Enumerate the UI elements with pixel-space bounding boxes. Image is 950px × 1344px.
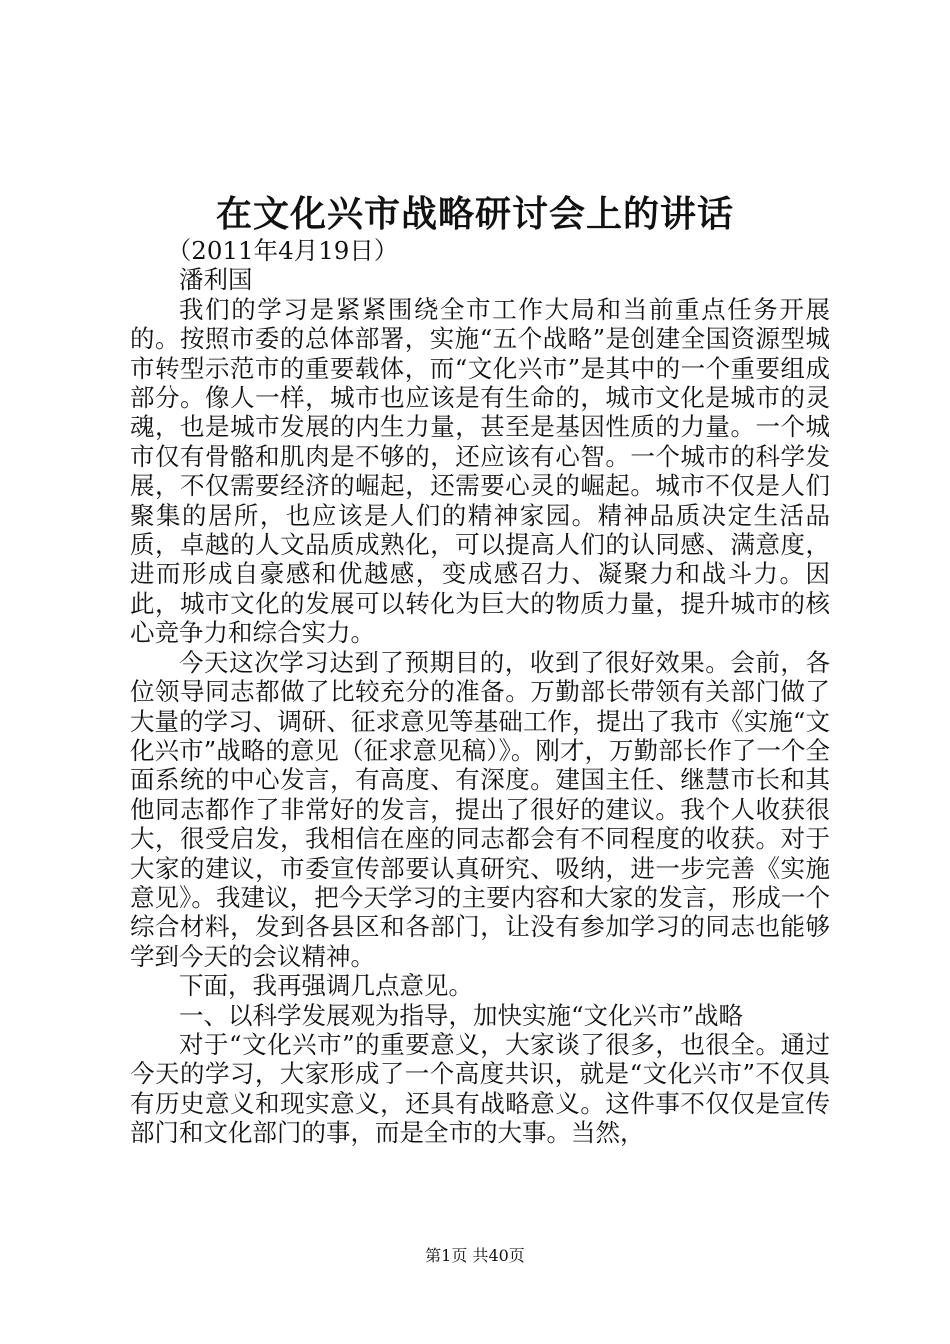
speech-author: 潘利国 [179, 265, 253, 295]
section-heading-1: 一、以科学发展观为指导，加快实施“文化兴市”战略 [179, 1000, 744, 1030]
paragraph-1: 我们的学习是紧紧围绕全市工作大局和当前重点任务开展的。按照市委的总体部署，实施“五个战略”是创建全国资源型城市转型示范市的重要载体，而“文化兴市”是其中的一个重要组成部分。像人一样，城市也应该是有生命的，城市文化是城市的灵魂，也是城市发展的内生力量，甚至是基因性质的力量。一个城市仅有骨骼和肌肉是不够的，还应该有心智。一个城市的科学发展，不仅需要经济的崛起，还需要心灵的崛起。城市不仅是人们聚集的居所，也应该是人们的精神家园。精神品质决定生活品质，卓越的人文品质成熟化，可以提高人们的认同感、满意度，进而形成自豪感和优越感，变成感召力、凝聚力和战斗力。因此，城市文化的发展可以转化为巨大的物质力量，提升城市的核心竞争力和综合实力。 [130, 294, 830, 648]
document-title: 在文化兴市战略研讨会上的讲话 [215, 193, 734, 235]
speech-date: （2011年4月19日） [166, 236, 399, 265]
paragraph-4: 对于“文化兴市”的重要意义，大家谈了很多，也很全。通过今天的学习，大家形成了一个高度共识，就是“文化兴市”不仅具有历史意义和现实意义，还具有战略意义。这件事不仅仅是宣传部门和文化部门的事，而是全市的大事。当然， [130, 1029, 830, 1148]
document-body [130, 236, 830, 1148]
page-footer: 第1页 共40页 [425, 1246, 525, 1265]
paragraph-3: 下面，我再强调几点意见。 [179, 971, 473, 1001]
paragraph-2: 今天这次学习达到了预期目的，收到了很好效果。会前，各位领导同志都做了比较充分的准备。万勤部长带领有关部门做了大量的学习、调研、征求意见等基础工作，提出了我市《实施“文化兴市”战略的意见（征求意见稿）》。刚才，万勤部长作了一个全面系统的中心发言，有高度、有深度。建国主任、继慧市长和其他同志都作了非常好的发言，提出了很好的建议。我个人收获很大，很受启发，我相信在座的同志都会有不同程度的收获。对于大家的建议，市委宣传部要认真研究、吸纳，进一步完善《实施意见》。我建议，把今天学习的主要内容和大家的发言，形成一个综合材料，发到各县区和各部门，让没有参加学习的同志也能够学到今天的会议精神。 [130, 647, 830, 971]
